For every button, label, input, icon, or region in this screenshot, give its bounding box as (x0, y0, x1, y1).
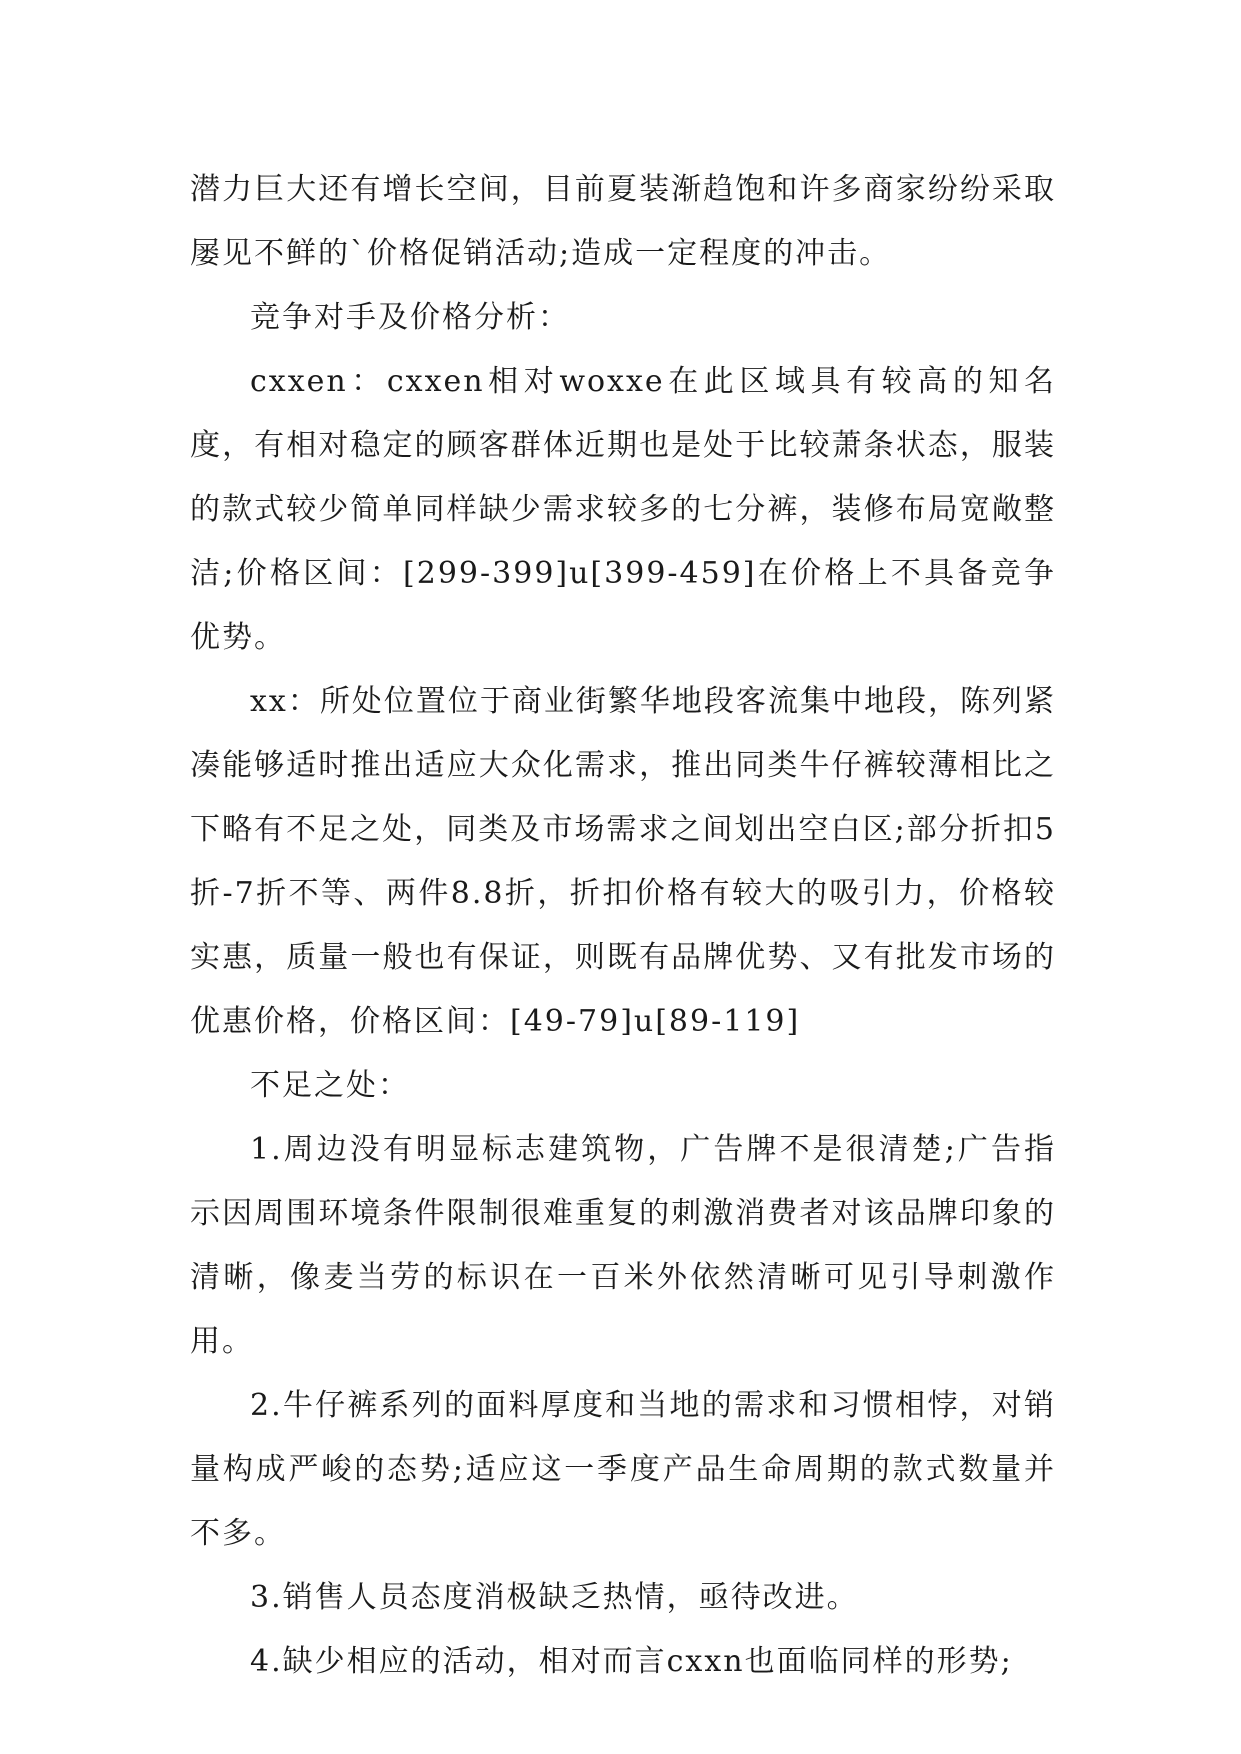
paragraph-market-potential: 潜力巨大还有增长空间，目前夏装渐趋饱和许多商家纷纷采取屡见不鲜的`价格促销活动;造成一定程度的冲击。 (190, 172, 1056, 271)
paragraph-competitor-cxxen: cxxen：cxxen相对woxxe在此区域具有较高的知名度，有相对稳定的顾客群体近期也是处于比较萧条状态，服装的款式较少简单同样缺少需求较多的七分裤，装修布局宽敞整洁;价格区间：[299-399]u[399-459]在价格上不具备竞争优势。 (190, 364, 1056, 655)
paragraph-shortcoming-4: 4.缺少相应的活动，相对而言cxxn也面临同样的形势; (250, 1644, 1013, 1679)
paragraph-shortcoming-2: 2.牛仔裤系列的面料厚度和当地的需求和习惯相悖，对销量构成严峻的态势;适应这一季度产品生命周期的款式数量并不多。 (190, 1388, 1056, 1551)
paragraph-shortcoming-3: 3.销售人员态度消极缺乏热情，亟待改进。 (250, 1580, 859, 1615)
paragraph-competitor-xx: xx：所处位置位于商业街繁华地段客流集中地段，陈列紧凑能够适时推出适应大众化需求，推出同类牛仔裤较薄相比之下略有不足之处，同类及市场需求之间划出空白区;部分折扣5折-7折不等、两件8.8折，折扣价格有较大的吸引力，价格较实惠，质量一般也有保证，则既有品牌优势、又有批发市场的优惠价格，价格区间：[49-79]u[89-119] (190, 684, 1056, 1039)
document-body (190, 158, 1056, 1694)
paragraph-competitor-heading: 竞争对手及价格分析： (250, 300, 570, 335)
paragraph-shortcomings-heading: 不足之处： (250, 1068, 410, 1103)
paragraph-shortcoming-1: 1.周边没有明显标志建筑物，广告牌不是很清楚;广告指示因周围环境条件限制很难重复的刺激消费者对该品牌印象的清晰，像麦当劳的标识在一百米外依然清晰可见引导刺激作用。 (190, 1132, 1056, 1359)
